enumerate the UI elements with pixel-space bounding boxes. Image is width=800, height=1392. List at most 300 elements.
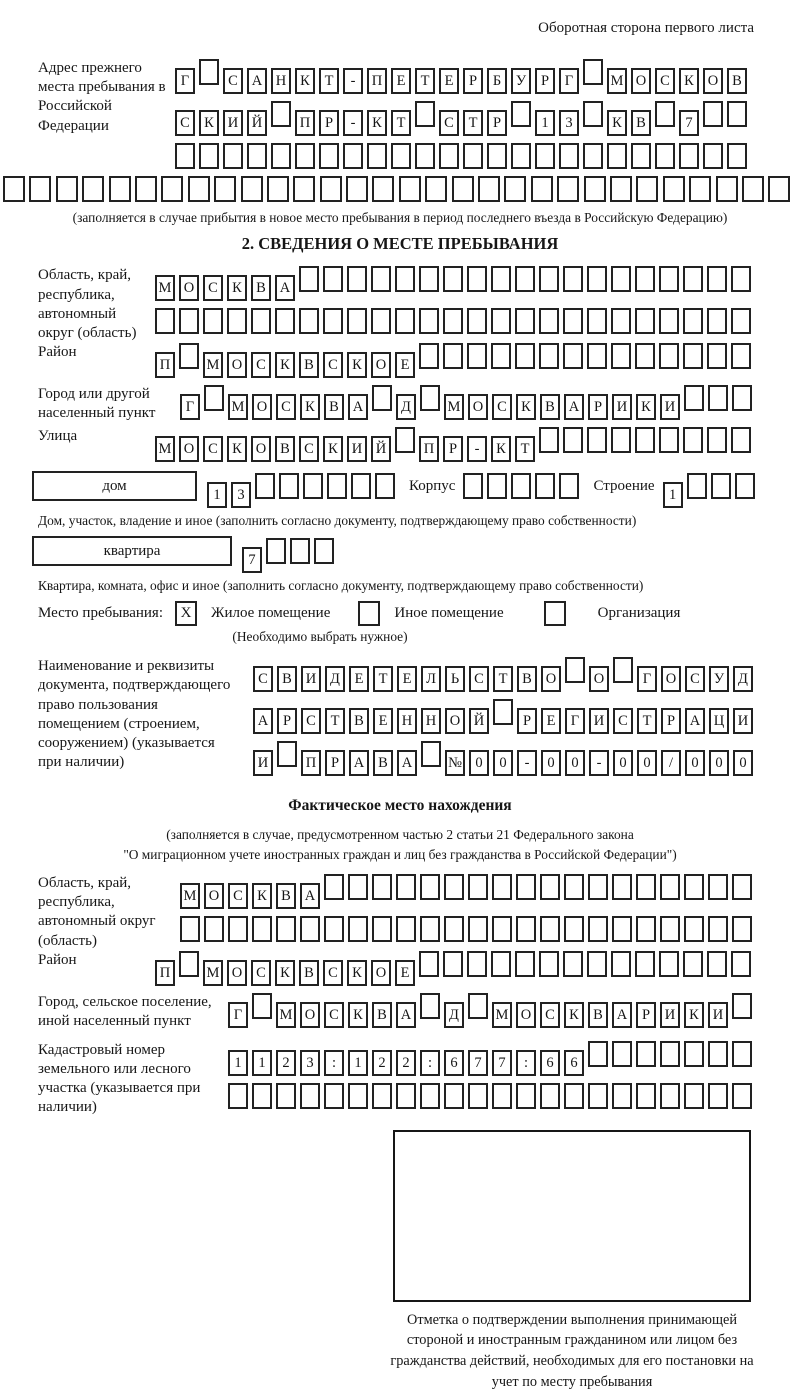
char-box[interactable] bbox=[659, 427, 679, 453]
char-box[interactable] bbox=[539, 427, 559, 453]
char-box[interactable]: Е bbox=[391, 68, 411, 94]
char-box[interactable]: Т bbox=[515, 436, 535, 462]
char-box[interactable]: Г bbox=[228, 1002, 248, 1028]
char-box[interactable]: К bbox=[679, 68, 699, 94]
char-box[interactable] bbox=[515, 308, 535, 334]
char-box[interactable] bbox=[299, 308, 319, 334]
char-box[interactable] bbox=[564, 874, 584, 900]
char-box[interactable] bbox=[161, 176, 183, 202]
char-box[interactable] bbox=[228, 916, 248, 942]
char-box[interactable]: М bbox=[276, 1002, 296, 1028]
char-box[interactable] bbox=[516, 1083, 536, 1109]
char-box[interactable] bbox=[539, 308, 559, 334]
char-box[interactable]: 0 bbox=[637, 750, 657, 776]
char-box[interactable]: - bbox=[517, 750, 537, 776]
char-box[interactable] bbox=[684, 916, 704, 942]
char-box[interactable]: Р bbox=[325, 750, 345, 776]
char-box[interactable] bbox=[636, 176, 658, 202]
char-box[interactable]: Р bbox=[463, 68, 483, 94]
char-box[interactable]: А bbox=[564, 394, 584, 420]
char-box[interactable]: Т bbox=[391, 110, 411, 136]
char-box[interactable] bbox=[563, 427, 583, 453]
char-box[interactable]: 1 bbox=[207, 482, 227, 508]
char-box[interactable] bbox=[708, 1041, 728, 1067]
char-box[interactable]: О bbox=[541, 666, 561, 692]
char-box[interactable]: 0 bbox=[733, 750, 753, 776]
char-box[interactable]: / bbox=[661, 750, 681, 776]
char-box[interactable] bbox=[175, 143, 195, 169]
char-box[interactable]: С bbox=[301, 708, 321, 734]
char-box[interactable]: В bbox=[275, 436, 295, 462]
char-box[interactable]: В bbox=[349, 708, 369, 734]
char-box[interactable]: Е bbox=[439, 68, 459, 94]
char-box[interactable] bbox=[703, 101, 723, 127]
char-box[interactable]: 2 bbox=[396, 1050, 416, 1076]
char-box[interactable]: С bbox=[203, 436, 223, 462]
char-box[interactable] bbox=[251, 308, 271, 334]
char-box[interactable] bbox=[444, 1083, 464, 1109]
char-box[interactable] bbox=[395, 308, 415, 334]
char-box[interactable] bbox=[252, 916, 272, 942]
char-box[interactable] bbox=[271, 101, 291, 127]
char-box[interactable]: О bbox=[251, 436, 271, 462]
char-box[interactable] bbox=[468, 916, 488, 942]
char-box[interactable]: О bbox=[179, 275, 199, 301]
char-box[interactable]: 7 bbox=[468, 1050, 488, 1076]
char-box[interactable] bbox=[468, 874, 488, 900]
char-box[interactable]: С bbox=[540, 1002, 560, 1028]
char-box[interactable]: Т bbox=[637, 708, 657, 734]
char-box[interactable]: В bbox=[276, 883, 296, 909]
char-box[interactable]: Р bbox=[487, 110, 507, 136]
char-box[interactable] bbox=[659, 343, 679, 369]
char-box[interactable]: Е bbox=[541, 708, 561, 734]
char-box[interactable]: Р bbox=[443, 436, 463, 462]
char-box[interactable] bbox=[467, 951, 487, 977]
apartment-type-box[interactable]: квартира bbox=[32, 536, 232, 566]
char-box[interactable]: С bbox=[203, 275, 223, 301]
char-box[interactable] bbox=[727, 101, 747, 127]
char-box[interactable]: И bbox=[347, 436, 367, 462]
char-box[interactable] bbox=[732, 916, 752, 942]
char-box[interactable] bbox=[611, 343, 631, 369]
char-box[interactable] bbox=[399, 176, 421, 202]
char-box[interactable] bbox=[612, 1083, 632, 1109]
char-box[interactable] bbox=[636, 1083, 656, 1109]
char-box[interactable]: С bbox=[323, 352, 343, 378]
char-box[interactable]: Г bbox=[565, 708, 585, 734]
char-box[interactable] bbox=[516, 916, 536, 942]
char-box[interactable] bbox=[279, 473, 299, 499]
char-box[interactable] bbox=[611, 427, 631, 453]
char-box[interactable]: 0 bbox=[493, 750, 513, 776]
char-box[interactable] bbox=[293, 176, 315, 202]
char-box[interactable]: К bbox=[275, 960, 295, 986]
char-box[interactable] bbox=[563, 266, 583, 292]
char-box[interactable]: Д bbox=[396, 394, 416, 420]
char-box[interactable] bbox=[155, 308, 175, 334]
char-box[interactable]: 6 bbox=[540, 1050, 560, 1076]
char-box[interactable]: О bbox=[227, 960, 247, 986]
char-box[interactable]: Г bbox=[175, 68, 195, 94]
char-box[interactable] bbox=[295, 143, 315, 169]
char-box[interactable]: 1 bbox=[252, 1050, 272, 1076]
char-box[interactable] bbox=[463, 143, 483, 169]
char-box[interactable]: И bbox=[660, 1002, 680, 1028]
char-box[interactable]: К bbox=[491, 436, 511, 462]
char-box[interactable]: - bbox=[467, 436, 487, 462]
char-box[interactable] bbox=[372, 1083, 392, 1109]
char-box[interactable] bbox=[636, 874, 656, 900]
char-box[interactable] bbox=[179, 951, 199, 977]
char-box[interactable]: Й bbox=[247, 110, 267, 136]
char-box[interactable] bbox=[683, 343, 703, 369]
char-box[interactable]: Г bbox=[180, 394, 200, 420]
char-box[interactable]: О bbox=[589, 666, 609, 692]
char-box[interactable] bbox=[583, 101, 603, 127]
char-box[interactable]: О bbox=[468, 394, 488, 420]
char-box[interactable]: П bbox=[419, 436, 439, 462]
char-box[interactable]: К bbox=[295, 68, 315, 94]
char-box[interactable]: К bbox=[323, 436, 343, 462]
char-box[interactable] bbox=[535, 473, 555, 499]
char-box[interactable] bbox=[557, 176, 579, 202]
char-box[interactable] bbox=[660, 1083, 680, 1109]
char-box[interactable]: В bbox=[251, 275, 271, 301]
char-box[interactable]: М bbox=[203, 352, 223, 378]
char-box[interactable]: 6 bbox=[444, 1050, 464, 1076]
char-box[interactable]: А bbox=[348, 394, 368, 420]
char-box[interactable] bbox=[584, 176, 606, 202]
char-box[interactable]: Н bbox=[271, 68, 291, 94]
char-box[interactable]: К bbox=[227, 275, 247, 301]
char-box[interactable] bbox=[742, 176, 764, 202]
char-box[interactable]: К bbox=[564, 1002, 584, 1028]
char-box[interactable]: Д bbox=[444, 1002, 464, 1028]
char-box[interactable] bbox=[324, 874, 344, 900]
char-box[interactable]: П bbox=[155, 352, 175, 378]
char-box[interactable] bbox=[540, 874, 560, 900]
char-box[interactable] bbox=[731, 951, 751, 977]
char-box[interactable]: О bbox=[516, 1002, 536, 1028]
char-box[interactable]: К bbox=[367, 110, 387, 136]
char-box[interactable]: О bbox=[631, 68, 651, 94]
char-box[interactable] bbox=[347, 308, 367, 334]
char-box[interactable]: Т bbox=[415, 68, 435, 94]
char-box[interactable]: М bbox=[607, 68, 627, 94]
char-box[interactable]: Т bbox=[325, 708, 345, 734]
char-box[interactable]: С bbox=[439, 110, 459, 136]
char-box[interactable] bbox=[491, 308, 511, 334]
char-box[interactable] bbox=[708, 874, 728, 900]
char-box[interactable]: О bbox=[300, 1002, 320, 1028]
char-box[interactable]: Й bbox=[469, 708, 489, 734]
char-box[interactable]: О bbox=[204, 883, 224, 909]
char-box[interactable] bbox=[320, 176, 342, 202]
char-box[interactable] bbox=[683, 951, 703, 977]
char-box[interactable] bbox=[731, 343, 751, 369]
char-box[interactable] bbox=[707, 427, 727, 453]
char-box[interactable]: Е bbox=[349, 666, 369, 692]
char-box[interactable] bbox=[271, 143, 291, 169]
char-box[interactable] bbox=[300, 916, 320, 942]
char-box[interactable] bbox=[491, 343, 511, 369]
char-box[interactable] bbox=[348, 874, 368, 900]
char-box[interactable]: 3 bbox=[231, 482, 251, 508]
char-box[interactable]: О bbox=[661, 666, 681, 692]
char-box[interactable]: В bbox=[324, 394, 344, 420]
char-box[interactable] bbox=[703, 143, 723, 169]
char-box[interactable]: М bbox=[155, 436, 175, 462]
char-box[interactable] bbox=[204, 916, 224, 942]
char-box[interactable] bbox=[179, 343, 199, 369]
char-box[interactable] bbox=[180, 916, 200, 942]
char-box[interactable] bbox=[487, 473, 507, 499]
char-box[interactable] bbox=[635, 427, 655, 453]
char-box[interactable]: Е bbox=[395, 352, 415, 378]
char-box[interactable] bbox=[539, 343, 559, 369]
char-box[interactable] bbox=[564, 1083, 584, 1109]
char-box[interactable] bbox=[659, 951, 679, 977]
char-box[interactable] bbox=[732, 1041, 752, 1067]
char-box[interactable]: 1 bbox=[348, 1050, 368, 1076]
char-box[interactable] bbox=[732, 385, 752, 411]
char-box[interactable] bbox=[660, 1041, 680, 1067]
char-box[interactable] bbox=[214, 176, 236, 202]
char-box[interactable] bbox=[372, 176, 394, 202]
char-box[interactable] bbox=[443, 343, 463, 369]
char-box[interactable] bbox=[635, 343, 655, 369]
char-box[interactable] bbox=[687, 473, 707, 499]
char-box[interactable] bbox=[223, 143, 243, 169]
char-box[interactable]: О bbox=[703, 68, 723, 94]
char-box[interactable] bbox=[540, 1083, 560, 1109]
char-box[interactable] bbox=[588, 1041, 608, 1067]
char-box[interactable] bbox=[635, 266, 655, 292]
char-box[interactable] bbox=[559, 473, 579, 499]
char-box[interactable]: И bbox=[612, 394, 632, 420]
char-box[interactable]: Е bbox=[373, 708, 393, 734]
char-box[interactable] bbox=[565, 657, 585, 683]
char-box[interactable] bbox=[367, 143, 387, 169]
char-box[interactable] bbox=[732, 874, 752, 900]
char-box[interactable] bbox=[659, 308, 679, 334]
char-box[interactable] bbox=[515, 951, 535, 977]
char-box[interactable] bbox=[612, 1041, 632, 1067]
char-box[interactable] bbox=[346, 176, 368, 202]
char-box[interactable] bbox=[559, 143, 579, 169]
char-box[interactable]: И bbox=[733, 708, 753, 734]
char-box[interactable]: - bbox=[589, 750, 609, 776]
char-box[interactable] bbox=[255, 473, 275, 499]
char-box[interactable]: 2 bbox=[276, 1050, 296, 1076]
char-box[interactable]: В bbox=[373, 750, 393, 776]
char-box[interactable] bbox=[611, 266, 631, 292]
char-box[interactable] bbox=[707, 951, 727, 977]
char-box[interactable]: В bbox=[631, 110, 651, 136]
char-box[interactable]: Т bbox=[493, 666, 513, 692]
char-box[interactable]: В bbox=[299, 960, 319, 986]
char-box[interactable]: Р bbox=[636, 1002, 656, 1028]
char-box[interactable] bbox=[516, 874, 536, 900]
char-box[interactable] bbox=[247, 143, 267, 169]
char-box[interactable] bbox=[535, 143, 555, 169]
char-box[interactable]: 0 bbox=[565, 750, 585, 776]
char-box[interactable]: А bbox=[253, 708, 273, 734]
char-box[interactable] bbox=[612, 874, 632, 900]
char-box[interactable] bbox=[610, 176, 632, 202]
char-box[interactable]: К bbox=[300, 394, 320, 420]
char-box[interactable] bbox=[351, 473, 371, 499]
char-box[interactable]: 7 bbox=[492, 1050, 512, 1076]
char-box[interactable] bbox=[323, 308, 343, 334]
char-box[interactable] bbox=[276, 1083, 296, 1109]
char-box[interactable] bbox=[323, 266, 343, 292]
char-box[interactable]: С bbox=[251, 960, 271, 986]
char-box[interactable]: К bbox=[347, 960, 367, 986]
char-box[interactable] bbox=[420, 385, 440, 411]
char-box[interactable] bbox=[275, 308, 295, 334]
char-box[interactable] bbox=[420, 916, 440, 942]
char-box[interactable] bbox=[204, 385, 224, 411]
char-box[interactable] bbox=[659, 266, 679, 292]
char-box[interactable] bbox=[419, 343, 439, 369]
char-box[interactable] bbox=[443, 951, 463, 977]
char-box[interactable]: 3 bbox=[300, 1050, 320, 1076]
char-box[interactable] bbox=[563, 343, 583, 369]
char-box[interactable]: А bbox=[349, 750, 369, 776]
char-box[interactable]: : bbox=[420, 1050, 440, 1076]
char-box[interactable] bbox=[588, 1083, 608, 1109]
char-box[interactable] bbox=[539, 266, 559, 292]
char-box[interactable]: К bbox=[684, 1002, 704, 1028]
char-box[interactable]: И bbox=[708, 1002, 728, 1028]
char-box[interactable] bbox=[583, 143, 603, 169]
char-box[interactable] bbox=[467, 308, 487, 334]
char-box[interactable]: 6 bbox=[564, 1050, 584, 1076]
char-box[interactable] bbox=[663, 176, 685, 202]
char-box[interactable]: С bbox=[613, 708, 633, 734]
char-box[interactable] bbox=[731, 427, 751, 453]
char-box[interactable] bbox=[635, 951, 655, 977]
char-box[interactable]: О bbox=[445, 708, 465, 734]
organization-checkbox[interactable] bbox=[544, 601, 566, 626]
char-box[interactable]: А bbox=[612, 1002, 632, 1028]
char-box[interactable] bbox=[588, 916, 608, 942]
char-box[interactable] bbox=[444, 874, 464, 900]
char-box[interactable] bbox=[199, 143, 219, 169]
char-box[interactable]: К bbox=[199, 110, 219, 136]
char-box[interactable] bbox=[531, 176, 553, 202]
char-box[interactable]: В bbox=[540, 394, 560, 420]
char-box[interactable] bbox=[314, 538, 334, 564]
char-box[interactable]: П bbox=[155, 960, 175, 986]
char-box[interactable] bbox=[511, 473, 531, 499]
char-box[interactable] bbox=[491, 266, 511, 292]
char-box[interactable]: 1 bbox=[535, 110, 555, 136]
char-box[interactable] bbox=[683, 308, 703, 334]
char-box[interactable]: В bbox=[588, 1002, 608, 1028]
char-box[interactable]: 3 bbox=[559, 110, 579, 136]
char-box[interactable]: С bbox=[175, 110, 195, 136]
char-box[interactable] bbox=[679, 143, 699, 169]
char-box[interactable]: Р bbox=[517, 708, 537, 734]
char-box[interactable] bbox=[188, 176, 210, 202]
char-box[interactable]: Л bbox=[421, 666, 441, 692]
char-box[interactable] bbox=[583, 59, 603, 85]
char-box[interactable] bbox=[611, 951, 631, 977]
char-box[interactable] bbox=[371, 308, 391, 334]
char-box[interactable] bbox=[655, 143, 675, 169]
char-box[interactable]: С bbox=[469, 666, 489, 692]
char-box[interactable]: Р bbox=[661, 708, 681, 734]
char-box[interactable] bbox=[587, 951, 607, 977]
char-box[interactable] bbox=[371, 266, 391, 292]
char-box[interactable] bbox=[420, 1083, 440, 1109]
char-box[interactable] bbox=[660, 916, 680, 942]
char-box[interactable] bbox=[540, 916, 560, 942]
char-box[interactable] bbox=[463, 473, 483, 499]
char-box[interactable] bbox=[372, 385, 392, 411]
char-box[interactable] bbox=[707, 343, 727, 369]
char-box[interactable]: Ь bbox=[445, 666, 465, 692]
char-box[interactable]: - bbox=[343, 110, 363, 136]
char-box[interactable]: Д bbox=[325, 666, 345, 692]
char-box[interactable]: М bbox=[444, 394, 464, 420]
char-box[interactable]: Т bbox=[319, 68, 339, 94]
char-box[interactable]: 2 bbox=[372, 1050, 392, 1076]
char-box[interactable] bbox=[343, 143, 363, 169]
char-box[interactable]: 0 bbox=[613, 750, 633, 776]
char-box[interactable]: 0 bbox=[685, 750, 705, 776]
char-box[interactable] bbox=[420, 874, 440, 900]
char-box[interactable] bbox=[348, 916, 368, 942]
char-box[interactable] bbox=[731, 308, 751, 334]
char-box[interactable]: С bbox=[492, 394, 512, 420]
char-box[interactable] bbox=[443, 308, 463, 334]
char-box[interactable] bbox=[708, 916, 728, 942]
char-box[interactable] bbox=[29, 176, 51, 202]
char-box[interactable]: М bbox=[180, 883, 200, 909]
char-box[interactable] bbox=[419, 308, 439, 334]
char-box[interactable]: Й bbox=[371, 436, 391, 462]
house-type-box[interactable]: дом bbox=[32, 471, 197, 501]
char-box[interactable]: Т bbox=[373, 666, 393, 692]
char-box[interactable]: Р bbox=[588, 394, 608, 420]
char-box[interactable] bbox=[564, 916, 584, 942]
char-box[interactable] bbox=[421, 741, 441, 767]
char-box[interactable] bbox=[607, 143, 627, 169]
char-box[interactable] bbox=[300, 1083, 320, 1109]
char-box[interactable]: И bbox=[660, 394, 680, 420]
char-box[interactable] bbox=[327, 473, 347, 499]
char-box[interactable]: О bbox=[371, 352, 391, 378]
char-box[interactable]: И bbox=[589, 708, 609, 734]
char-box[interactable]: М bbox=[492, 1002, 512, 1028]
char-box[interactable]: А bbox=[397, 750, 417, 776]
char-box[interactable] bbox=[683, 266, 703, 292]
char-box[interactable]: С bbox=[251, 352, 271, 378]
char-box[interactable] bbox=[684, 1041, 704, 1067]
char-box[interactable] bbox=[324, 916, 344, 942]
char-box[interactable]: А bbox=[685, 708, 705, 734]
char-box[interactable]: 0 bbox=[541, 750, 561, 776]
char-box[interactable] bbox=[415, 101, 435, 127]
char-box[interactable]: П bbox=[367, 68, 387, 94]
char-box[interactable]: М bbox=[228, 394, 248, 420]
char-box[interactable] bbox=[415, 143, 435, 169]
char-box[interactable]: Ц bbox=[709, 708, 729, 734]
